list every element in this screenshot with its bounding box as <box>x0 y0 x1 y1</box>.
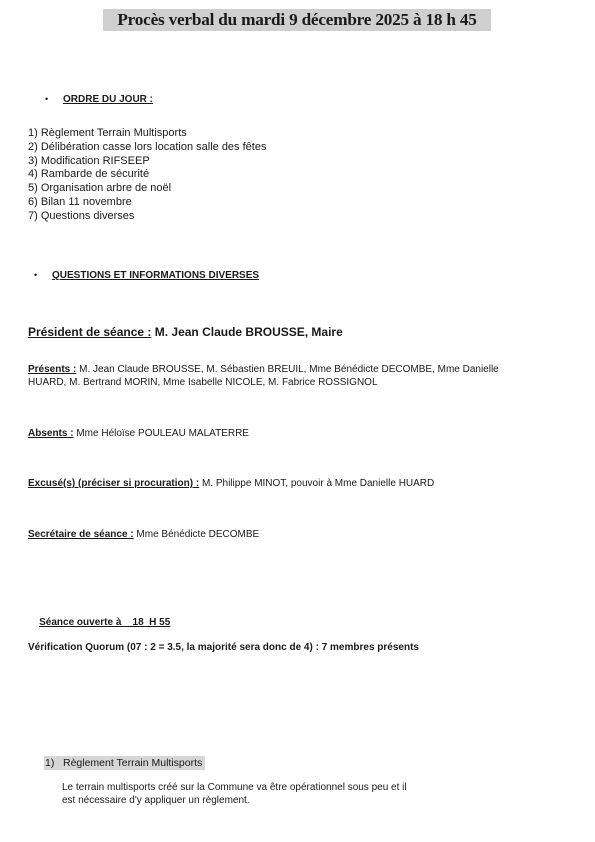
agenda-item: 6) Bilan 11 novembre <box>28 195 132 208</box>
excuses-line <box>28 478 434 491</box>
secretaire-label: Secrétaire de séance : <box>28 529 134 540</box>
point1-line1: Le terrain multisports créé sur la Commune va être opérationnel sous peu et il <box>62 782 407 793</box>
presents-line1: M. Jean Claude BROUSSE, M. Sébastien BREUIL, Mme Bénédicte DECOMBE, Mme Danielle <box>76 364 499 375</box>
agenda-item: 7) Questions diverses <box>28 209 135 222</box>
excuses-value: M. Philippe MINOT, pouvoir à Mme Danielle HUARD <box>199 478 435 489</box>
bullet-icon: • <box>45 94 49 104</box>
seance-line <box>28 604 170 642</box>
questions-heading: QUESTIONS ET INFORMATIONS DIVERSES <box>52 270 260 281</box>
presents-label: Présents : <box>28 364 77 375</box>
agenda-item: 4) Rambarde de sécurité <box>28 168 150 181</box>
ordre-du-jour-heading: ORDRE DU JOUR : <box>63 94 154 105</box>
president-value: M. Jean Claude BROUSSE, Maire <box>151 325 343 339</box>
secretaire-value: Mme Bénédicte DECOMBE <box>133 529 260 540</box>
secretaire-line <box>28 529 259 542</box>
document-title: Procès verbal du mardi 9 décembre 2025 à 18 h 45 <box>103 9 491 31</box>
absents-line <box>28 428 249 441</box>
bullet-icon: • <box>34 270 38 280</box>
presents-block <box>28 364 499 389</box>
quorum-line: Vérification Quorum (07 : 2 = 3.5, la majorité sera donc de 4) : 7 membres présents <box>28 642 419 653</box>
agenda-item: 2) Délibération casse lors location salle des fêtes <box>28 140 267 153</box>
agenda-item: 3) Modification RIFSEEP <box>28 154 150 167</box>
president-line <box>28 325 343 339</box>
point1-line2: est nécessaire d'y appliquer un règlement. <box>62 795 250 806</box>
point1-title: Règlement Terrain Multisports <box>63 757 203 769</box>
excuses-label: Excusé(s) (préciser si procuration) : <box>28 478 200 489</box>
point1-number: 1) <box>45 757 55 769</box>
agenda-item: 1) Règlement Terrain Multisports <box>28 127 187 139</box>
presents-line2: HUARD, M. Bertrand MORIN, Mme Isabelle NICOLE, M. Fabrice ROSSIGNOL <box>28 376 378 388</box>
absents-value: Mme Héloïse POULEAU MALATERRE <box>73 428 249 439</box>
point1-body <box>62 781 407 807</box>
seance-label: Séance ouverte à 18 H 55 <box>39 616 171 628</box>
agenda-item: 5) Organisation arbre de noël <box>28 182 172 195</box>
agenda-list <box>28 127 266 224</box>
point1-heading <box>44 756 205 770</box>
absents-label: Absents : <box>28 428 74 439</box>
president-label: Président de séance : <box>28 325 152 339</box>
